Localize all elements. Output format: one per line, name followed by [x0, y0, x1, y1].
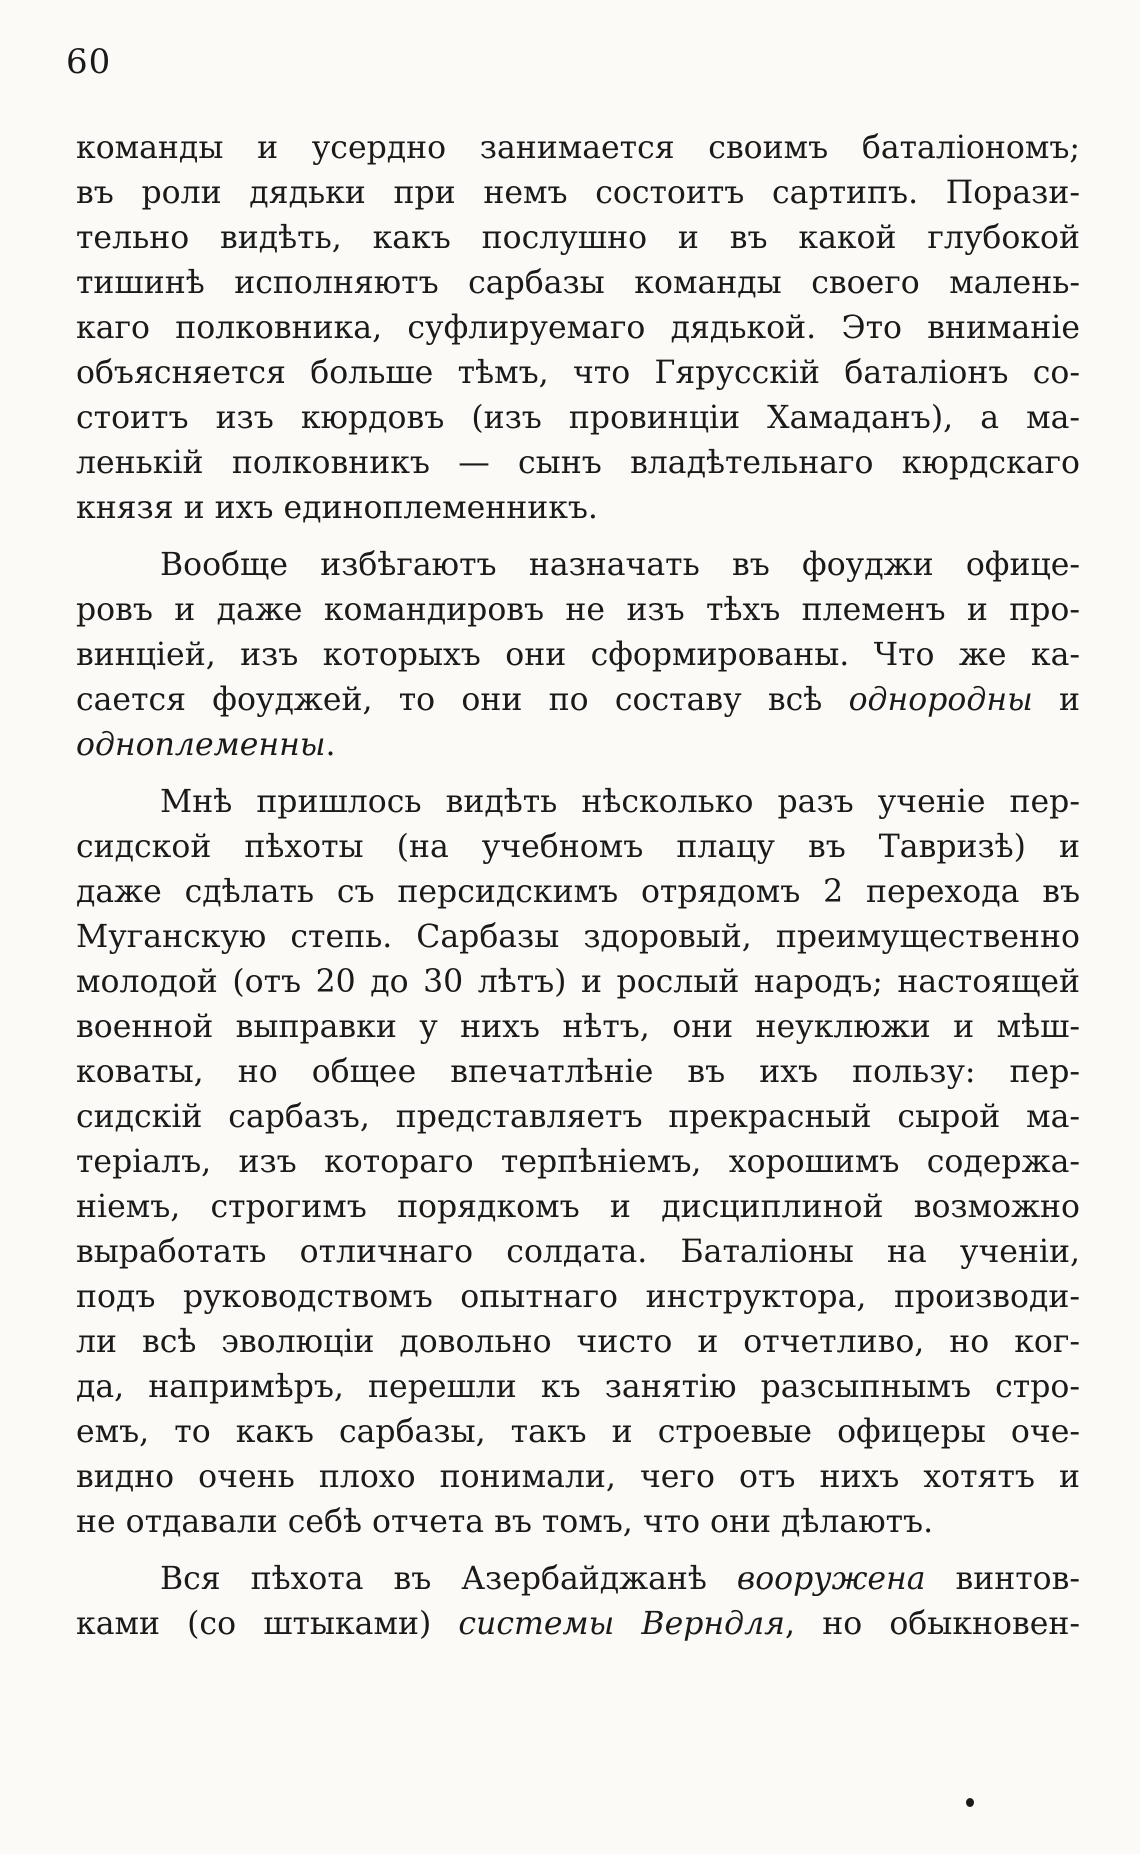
- text-run: военной выправки у нихъ нѣтъ, они неуклюжи и мѣш-: [76, 1009, 1080, 1045]
- paragraph-gap: [76, 768, 1080, 780]
- body-text: [76, 126, 1080, 1647]
- text-run: винтов-: [925, 1561, 1080, 1597]
- text-run: каго полковника, суфлируемаго дядькой. Это вниманiе: [76, 310, 1080, 346]
- text-line: [76, 306, 1080, 351]
- text-run: емъ, то какъ сарбазы, такъ и строевые офицеры оче-: [76, 1414, 1080, 1450]
- text-line: [76, 1602, 1080, 1647]
- text-run: выработать отличнаго солдата. Баталiоны на ученiи,: [76, 1234, 1080, 1270]
- text-line: [76, 1050, 1080, 1095]
- text-line: [76, 960, 1080, 1005]
- text-run: да, напримѣръ, перешли къ занятiю разсыпнымъ стро-: [76, 1369, 1080, 1405]
- text-line: [76, 1005, 1080, 1050]
- text-line: [76, 1455, 1080, 1500]
- text-line: [76, 261, 1080, 306]
- text-line: [76, 1095, 1080, 1140]
- text-run: Вся пѣхота въ Азербайджанѣ: [160, 1561, 737, 1597]
- text-run: винцiей, изъ которыхъ они сформированы. Что же ка-: [76, 637, 1080, 673]
- text-line: [76, 216, 1080, 261]
- text-run: ли всѣ эволюцiи довольно чисто и отчетливо, но ког-: [76, 1324, 1080, 1360]
- text-run: коваты, но общее впечатлѣнiе въ ихъ пользу: пер-: [76, 1054, 1080, 1090]
- text-run: , но обыкновен-: [785, 1606, 1080, 1642]
- text-run: даже сдѣлать съ персидскимъ отрядомъ 2 перехода въ: [76, 874, 1080, 910]
- text-line: [76, 396, 1080, 441]
- text-run: сается фоуджей, то они по составу всѣ: [76, 682, 849, 718]
- text-run: ленькiй полковникъ — сынъ владѣтельнаго кюрдскаго: [76, 445, 1080, 481]
- text-line: [76, 126, 1080, 171]
- text-line: [76, 915, 1080, 960]
- text-line: [76, 825, 1080, 870]
- text-run: стоитъ изъ кюрдовъ (изъ провинцiи Хамаданъ), а ма-: [76, 400, 1080, 436]
- text-line: [76, 723, 1080, 768]
- text-line: [76, 1500, 1080, 1545]
- italic-text: системы Верндля: [458, 1606, 786, 1642]
- italic-text: однородны: [848, 682, 1033, 718]
- text-run: терiалъ, изъ котораго терпѣнiемъ, хорошимъ содержа-: [76, 1144, 1080, 1180]
- text-run: Муганскую степь. Сарбазы здоровый, преимущественно: [76, 919, 1080, 955]
- text-line: [76, 870, 1080, 915]
- text-line: [76, 780, 1080, 825]
- text-line: [76, 1320, 1080, 1365]
- text-run: князя и ихъ единоплеменникъ.: [76, 490, 598, 526]
- text-run: .: [325, 727, 336, 763]
- text-run: видно очень плохо понимали, чего отъ нихъ хотятъ и: [76, 1459, 1080, 1495]
- text-run: Мнѣ пришлось видѣть нѣсколько разъ ученiе пер-: [160, 784, 1080, 820]
- text-line: [76, 171, 1080, 216]
- italic-text: вооружена: [736, 1561, 926, 1597]
- text-run: не отдавали себѣ отчета въ томъ, что они дѣлаютъ.: [76, 1504, 934, 1540]
- text-line: [76, 351, 1080, 396]
- italic-text: одноплеменны: [76, 727, 326, 763]
- text-run: сидской пѣхоты (на учебномъ плацу въ Тавризѣ) и: [76, 829, 1080, 865]
- text-run: и: [1032, 682, 1080, 718]
- paragraph-gap: [76, 1545, 1080, 1557]
- text-run: ками (со штыками): [76, 1606, 459, 1642]
- text-run: тишинѣ исполняютъ сарбазы команды своего малень-: [76, 265, 1080, 301]
- paragraph-gap: [76, 531, 1080, 543]
- text-run: тельно видѣть, какъ послушно и въ какой глубокой: [76, 220, 1080, 256]
- text-run: молодой (отъ 20 до 30 лѣтъ) и рослый народъ; настоящей: [76, 964, 1080, 1000]
- text-line: [76, 486, 1080, 531]
- text-line: [76, 1410, 1080, 1455]
- text-line: [76, 1557, 1080, 1602]
- text-line: [76, 1365, 1080, 1410]
- text-line: [76, 588, 1080, 633]
- text-run: въ роли дядьки при немъ состоитъ сартипъ. Порази-: [76, 175, 1080, 211]
- text-line: [76, 1185, 1080, 1230]
- text-line: [76, 633, 1080, 678]
- text-run: нiемъ, строгимъ порядкомъ и дисциплиной возможно: [76, 1189, 1080, 1225]
- text-line: [76, 543, 1080, 588]
- text-run: сидскiй сарбазъ, представляетъ прекрасный сырой ма-: [76, 1099, 1080, 1135]
- text-run: Вообще избѣгаютъ назначать въ фоуджи офице-: [160, 547, 1080, 583]
- text-line: [76, 1230, 1080, 1275]
- text-run: ровъ и даже командировъ не изъ тѣхъ племенъ и про-: [76, 592, 1080, 628]
- text-run: команды и усердно занимается своимъ баталiономъ;: [76, 130, 1080, 166]
- text-line: [76, 1275, 1080, 1320]
- text-line: [76, 678, 1080, 723]
- text-line: [76, 1140, 1080, 1185]
- text-run: подъ руководствомъ опытнаго инструктора, производи-: [76, 1279, 1080, 1315]
- text-run: объясняется больше тѣмъ, что Гярусскiй баталiонъ со-: [76, 355, 1080, 391]
- page-number: 60: [66, 42, 112, 82]
- ink-dot-mark: [966, 1798, 974, 1807]
- text-line: [76, 441, 1080, 486]
